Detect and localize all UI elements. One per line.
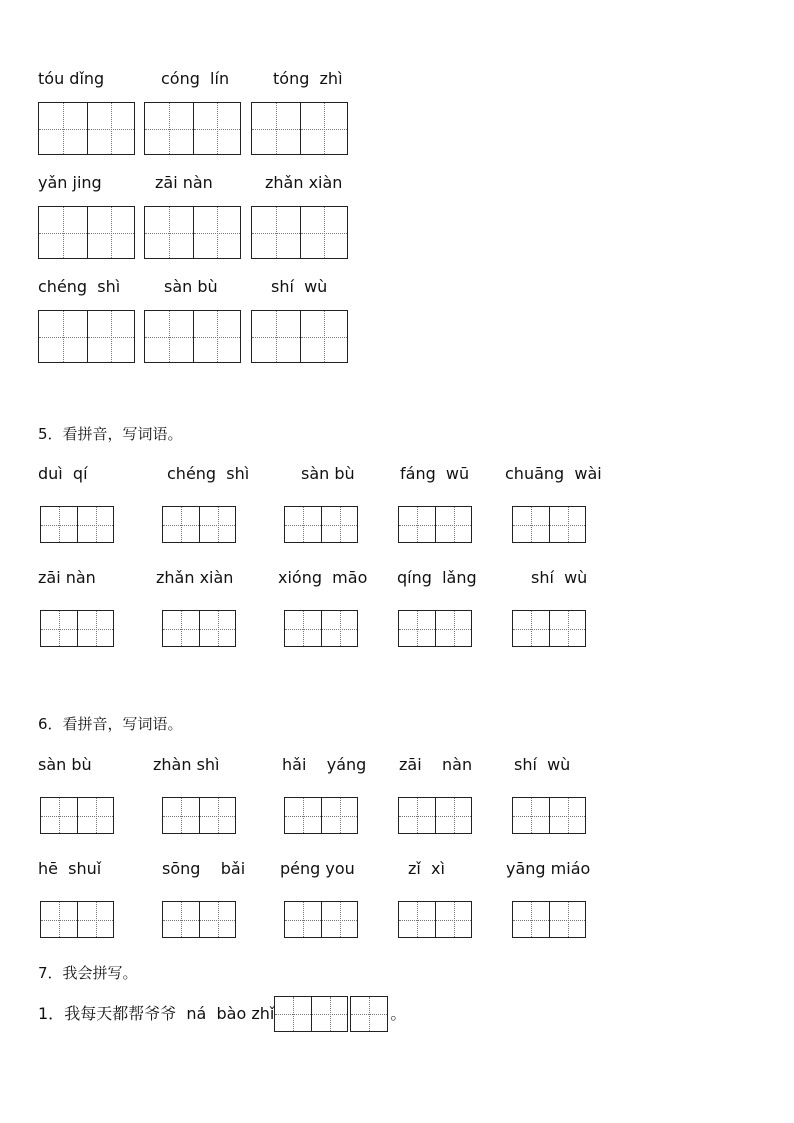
answer-grid[interactable] [162,506,236,543]
grid-cell[interactable] [513,611,549,646]
pinyin-label: hē shuǐ [38,859,102,878]
pinyin-label: zhǎn xiàn [156,568,234,587]
pinyin-label: zāi nàn [38,568,96,587]
answer-grid[interactable] [284,797,358,834]
grid-cell[interactable] [300,103,347,154]
pinyin-label: shí wù [531,568,588,587]
pinyin-label: zhàn shì [153,755,220,774]
grid-cell[interactable] [513,507,549,542]
answer-grid[interactable] [274,996,348,1032]
answer-grid[interactable] [512,506,586,543]
grid-cell[interactable] [163,611,199,646]
answer-grid[interactable] [512,901,586,938]
grid-cell[interactable] [321,798,357,833]
grid-cell[interactable] [435,611,471,646]
grid-cell[interactable] [199,902,235,937]
grid-cell[interactable] [193,207,240,258]
grid-cell[interactable] [399,902,435,937]
grid-cell[interactable] [513,798,549,833]
grid-cell[interactable] [285,902,321,937]
pinyin-label: péng you [280,859,355,878]
grid-cell[interactable] [77,798,113,833]
grid-cell[interactable] [77,507,113,542]
grid-cell[interactable] [39,311,87,362]
pinyin-label: yǎn jing [38,173,102,192]
answer-grid[interactable] [350,996,388,1032]
answer-grid[interactable] [40,901,114,938]
sentence-prefix: 我每天都帮爷爷 [64,1004,177,1023]
grid-cell[interactable] [145,207,193,258]
grid-cell[interactable] [41,798,77,833]
pinyin-label: zāi nàn [155,173,213,192]
answer-grid[interactable] [251,102,348,155]
answer-grid[interactable] [284,901,358,938]
pinyin-label: tóng zhì [273,69,343,88]
answer-grid[interactable] [398,506,472,543]
pinyin-label: duì qí [38,464,88,483]
answer-grid[interactable] [38,310,135,363]
grid-cell[interactable] [435,902,471,937]
grid-cell[interactable] [163,507,199,542]
answer-grid[interactable] [398,901,472,938]
grid-cell[interactable] [199,507,235,542]
pinyin-label: qíng lǎng [397,568,477,587]
pinyin-label: sōng bǎi [162,859,246,878]
grid-cell[interactable] [77,902,113,937]
grid-cell[interactable] [300,207,347,258]
grid-cell[interactable] [252,103,300,154]
sentence-number: 1． [38,1004,65,1023]
grid-cell[interactable] [87,311,134,362]
answer-grid[interactable] [162,797,236,834]
grid-cell[interactable] [252,311,300,362]
grid-cell[interactable] [549,798,585,833]
grid-cell[interactable] [285,507,321,542]
pinyin-label: fáng wū [400,464,470,483]
pinyin-label: sàn bù [164,277,218,296]
pinyin-label: chéng shì [167,464,250,483]
answer-grid[interactable] [251,206,348,259]
answer-grid[interactable] [398,797,472,834]
answer-grid[interactable] [162,610,236,647]
grid-cell[interactable] [163,798,199,833]
pinyin-label: zǐ xì [408,859,445,878]
pinyin-label: xióng māo [278,568,368,587]
grid-cell[interactable] [351,997,387,1031]
grid-cell[interactable] [549,902,585,937]
grid-cell[interactable] [163,902,199,937]
answer-grid[interactable] [144,102,241,155]
grid-cell[interactable] [193,103,240,154]
answer-grid[interactable] [144,310,241,363]
grid-cell[interactable] [549,507,585,542]
grid-cell[interactable] [41,611,77,646]
section-heading: 7．我会拼写。 [38,964,138,982]
pinyin-label: cóng lín [161,69,230,88]
grid-cell[interactable] [549,611,585,646]
fill-in-sentence [38,996,406,1032]
grid-cell[interactable] [285,611,321,646]
grid-cell[interactable] [87,207,134,258]
grid-cell[interactable] [39,103,87,154]
grid-cell[interactable] [275,997,311,1031]
grid-cell[interactable] [199,611,235,646]
section-heading: 5．看拼音，写词语。 [38,425,183,443]
answer-grid[interactable] [284,506,358,543]
grid-cell[interactable] [321,507,357,542]
grid-cell[interactable] [399,798,435,833]
grid-cell[interactable] [145,103,193,154]
grid-cell[interactable] [435,507,471,542]
grid-cell[interactable] [285,798,321,833]
grid-cell[interactable] [193,311,240,362]
answer-grid[interactable] [144,206,241,259]
grid-cell[interactable] [145,311,193,362]
answer-grid[interactable] [251,310,348,363]
answer-grid[interactable] [40,610,114,647]
sentence-pinyin: ná bào zhǐ [176,1004,275,1023]
answer-grid[interactable] [512,610,586,647]
answer-grid[interactable] [40,506,114,543]
pinyin-label: sàn bù [301,464,355,483]
grid-cell[interactable] [300,311,347,362]
pinyin-label: tóu dǐng [38,69,105,88]
grid-cell[interactable] [513,902,549,937]
pinyin-label: shí wù [514,755,571,774]
grid-cell[interactable] [87,103,134,154]
answer-grid[interactable] [38,206,135,259]
grid-cell[interactable] [399,507,435,542]
pinyin-label: yāng miáo [506,859,591,878]
grid-cell[interactable] [399,611,435,646]
grid-cell[interactable] [252,207,300,258]
answer-grid[interactable] [284,610,358,647]
pinyin-label: chéng shì [38,277,121,296]
grid-cell[interactable] [41,902,77,937]
section-heading: 6．看拼音，写词语。 [38,715,183,733]
grid-cell[interactable] [77,611,113,646]
pinyin-label: hǎi yáng [282,755,367,774]
pinyin-label: shí wù [271,277,328,296]
grid-cell[interactable] [41,507,77,542]
pinyin-label: chuāng wài [505,464,602,483]
grid-cell[interactable] [435,798,471,833]
pinyin-label: sàn bù [38,755,92,774]
answer-grid[interactable] [512,797,586,834]
grid-cell[interactable] [321,902,357,937]
answer-grid[interactable] [162,901,236,938]
pinyin-label: zāi nàn [399,755,473,774]
grid-cell[interactable] [39,207,87,258]
answer-grid[interactable] [38,102,135,155]
answer-grid[interactable] [40,797,114,834]
grid-cell[interactable] [199,798,235,833]
grid-cell[interactable] [311,997,347,1031]
pinyin-label: zhǎn xiàn [265,173,343,192]
sentence-suffix: 。 [390,1004,407,1023]
answer-grid[interactable] [398,610,472,647]
grid-cell[interactable] [321,611,357,646]
